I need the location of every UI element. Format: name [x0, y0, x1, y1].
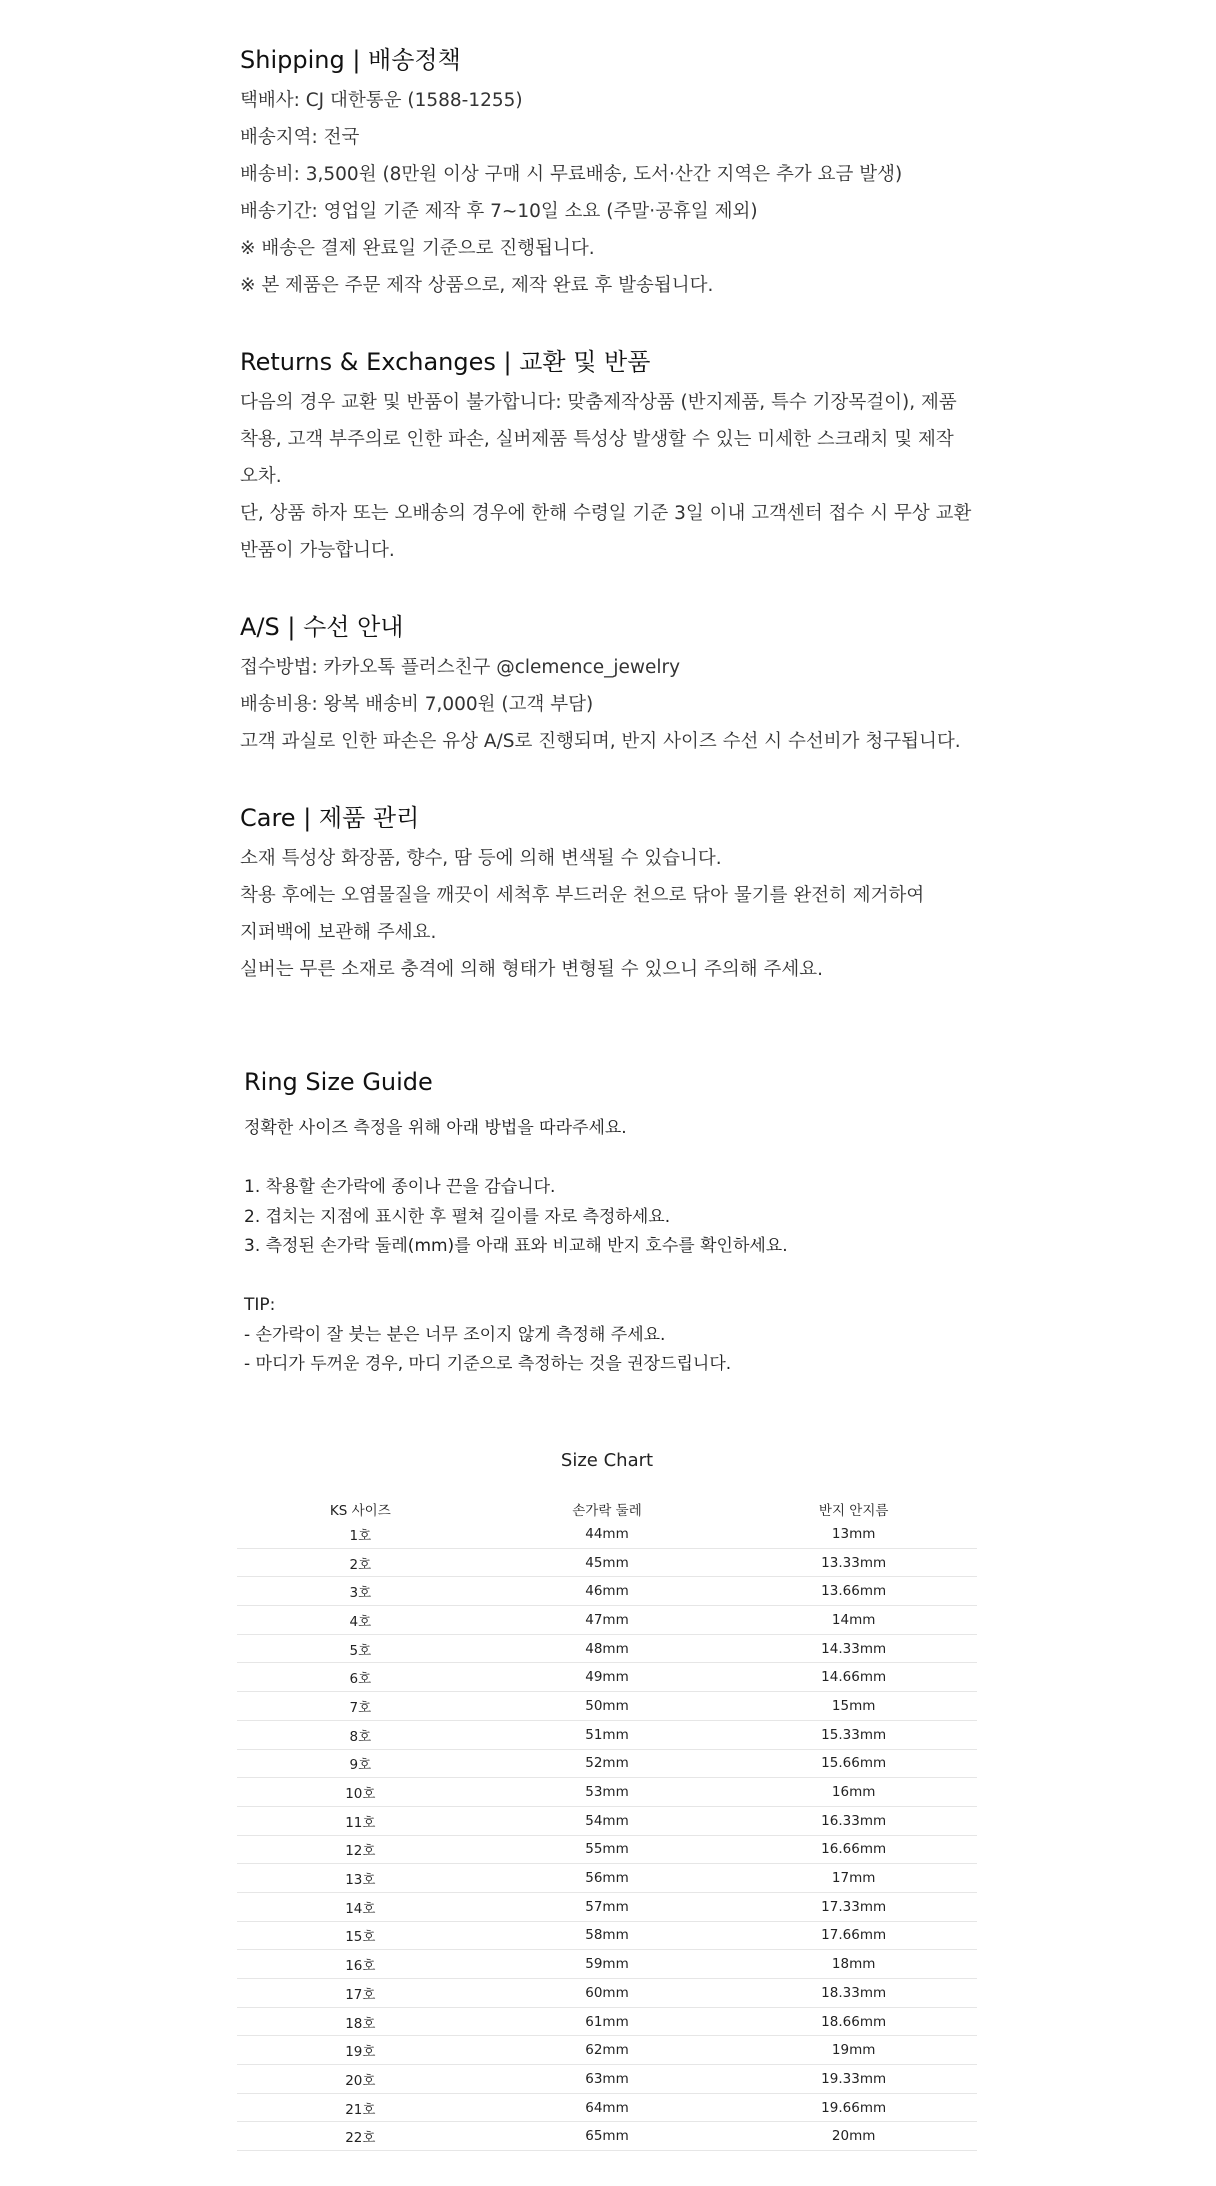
table-row	[237, 2122, 977, 2151]
guide-step: 3. 측정된 손가락 둘레(mm)를 아래 표와 비교해 반지 호수를 확인하세요.	[244, 1236, 788, 1256]
cell-ks-size: 17호	[237, 1979, 484, 2008]
cell-inner-diameter: 13.33mm	[730, 1548, 977, 1577]
table-row	[237, 2007, 977, 2036]
cell-finger-circumference: 55mm	[484, 1835, 731, 1864]
shipping-note: ※ 본 제품은 주문 제작 상품으로, 제작 완료 후 발송됩니다.	[240, 275, 714, 296]
table-row	[237, 1778, 977, 1807]
shipping-period: 배송기간: 영업일 기준 제작 후 7~10일 소요 (주말·공휴일 제외)	[240, 201, 758, 222]
cell-inner-diameter: 15.33mm	[730, 1720, 977, 1749]
cell-finger-circumference: 59mm	[484, 1950, 731, 1979]
as-note: 고객 과실로 인한 파손은 유상 A/S로 진행되며, 반지 사이즈 수선 시 수선비가 청구됩니다.	[240, 731, 961, 752]
cell-finger-circumference: 47mm	[484, 1606, 731, 1635]
cell-finger-circumference: 45mm	[484, 1548, 731, 1577]
cell-finger-circumference: 46mm	[484, 1577, 731, 1606]
table-row	[237, 1577, 977, 1606]
cell-ks-size: 9호	[237, 1749, 484, 1778]
care-section	[240, 800, 1000, 988]
cell-ks-size: 21호	[237, 2093, 484, 2122]
cell-inner-diameter: 13mm	[730, 1520, 977, 1548]
cell-finger-circumference: 49mm	[484, 1663, 731, 1692]
cell-finger-circumference: 57mm	[484, 1892, 731, 1921]
guide-intro: 정확한 사이즈 측정을 위해 아래 방법을 따라주세요.	[244, 1118, 627, 1138]
cell-finger-circumference: 44mm	[484, 1520, 731, 1548]
care-text: 실버는 무른 소재로 충격에 의해 형태가 변형될 수 있으니 주의해 주세요.	[240, 959, 823, 980]
cell-inner-diameter: 17.66mm	[730, 1921, 977, 1950]
table-row	[237, 1720, 977, 1749]
returns-text: 단, 상품 하자 또는 오배송의 경우에 한해 수령일 기준 3일 이내 고객센터 접수 시 무상 교환	[240, 503, 972, 524]
cell-finger-circumference: 54mm	[484, 1806, 731, 1835]
table-row	[237, 1950, 977, 1979]
header-finger-circumference: 손가락 둘레	[572, 1503, 642, 1519]
table-row	[237, 1663, 977, 1692]
cell-ks-size: 16호	[237, 1950, 484, 1979]
cell-finger-circumference: 64mm	[484, 2093, 731, 2122]
care-text: 소재 특성상 화장품, 향수, 땀 등에 의해 변색될 수 있습니다.	[240, 848, 722, 869]
size-table	[237, 1498, 977, 2151]
cell-inner-diameter: 13.66mm	[730, 1577, 977, 1606]
cell-ks-size: 20호	[237, 2065, 484, 2094]
cell-ks-size: 18호	[237, 2007, 484, 2036]
cell-inner-diameter: 17mm	[730, 1864, 977, 1893]
returns-text: 착용, 고객 부주의로 인한 파손, 실버제품 특성상 발생할 수 있는 미세한 스크래치 및 제작	[240, 429, 954, 450]
cell-ks-size: 6호	[237, 1663, 484, 1692]
table-row	[237, 1692, 977, 1721]
cell-ks-size: 5호	[237, 1634, 484, 1663]
guide-step: 2. 겹치는 지점에 표시한 후 펼쳐 길이를 자로 측정하세요.	[244, 1206, 671, 1227]
cell-inner-diameter: 14mm	[730, 1606, 977, 1635]
table-row	[237, 1892, 977, 1921]
cell-inner-diameter: 16mm	[730, 1778, 977, 1807]
cell-ks-size: 14호	[237, 1892, 484, 1921]
as-method: 접수방법: 카카오톡 플러스친구 @clemence_jewelry	[240, 657, 681, 678]
cell-finger-circumference: 56mm	[484, 1864, 731, 1893]
returns-text: 오차.	[240, 466, 282, 487]
header-inner-diameter: 반지 안지름	[818, 1503, 889, 1519]
as-section	[240, 609, 1000, 760]
shipping-region: 배송지역: 전국	[240, 127, 360, 148]
cell-finger-circumference: 65mm	[484, 2122, 731, 2151]
cell-inner-diameter: 19mm	[730, 2036, 977, 2065]
table-row	[237, 2036, 977, 2065]
cell-inner-diameter: 18.66mm	[730, 2007, 977, 2036]
table-row	[237, 2093, 977, 2122]
cell-finger-circumference: 58mm	[484, 1921, 731, 1950]
shipping-note: ※ 배송은 결제 완료일 기준으로 진행됩니다.	[240, 238, 595, 259]
returns-section	[240, 344, 1000, 569]
table-row	[237, 1835, 977, 1864]
cell-ks-size: 2호	[237, 1548, 484, 1577]
cell-ks-size: 12호	[237, 1835, 484, 1864]
cell-finger-circumference: 48mm	[484, 1634, 731, 1663]
returns-text: 다음의 경우 교환 및 반품이 불가합니다: 맞춤제작상품 (반지제품, 특수 기장목걸이), 제품	[240, 392, 957, 413]
cell-inner-diameter: 14.66mm	[730, 1663, 977, 1692]
table-row	[237, 1921, 977, 1950]
cell-inner-diameter: 18.33mm	[730, 1979, 977, 2008]
cell-ks-size: 10호	[237, 1778, 484, 1807]
section-title: Shipping | 배송정책	[240, 46, 461, 74]
table-row	[237, 1979, 977, 2008]
cell-ks-size: 7호	[237, 1692, 484, 1721]
guide-title: Ring Size Guide	[244, 1068, 433, 1096]
table-row	[237, 1806, 977, 1835]
section-title: A/S | 수선 안내	[240, 613, 404, 641]
ring-size-guide	[244, 1064, 984, 1380]
guide-tip: - 마디가 두꺼운 경우, 마디 기준으로 측정하는 것을 권장드립니다.	[244, 1354, 732, 1374]
cell-finger-circumference: 50mm	[484, 1692, 731, 1721]
cell-inner-diameter: 16.33mm	[730, 1806, 977, 1835]
cell-inner-diameter: 19.33mm	[730, 2065, 977, 2094]
cell-finger-circumference: 61mm	[484, 2007, 731, 2036]
policy-content	[240, 42, 1000, 1028]
size-chart	[237, 1446, 977, 2151]
section-title: Care | 제품 관리	[240, 804, 420, 832]
cell-inner-diameter: 17.33mm	[730, 1892, 977, 1921]
cell-ks-size: 4호	[237, 1606, 484, 1635]
section-title: Returns & Exchanges | 교환 및 반품	[240, 348, 651, 376]
cell-ks-size: 19호	[237, 2036, 484, 2065]
guide-tip: - 손가락이 잘 붓는 분은 너무 조이지 않게 측정해 주세요.	[244, 1324, 666, 1345]
cell-inner-diameter: 15mm	[730, 1692, 977, 1721]
shipping-fee: 배송비: 3,500원 (8만원 이상 구매 시 무료배송, 도서·산간 지역은 추가 요금 발생)	[240, 164, 903, 185]
cell-ks-size: 1호	[237, 1520, 484, 1548]
table-header-row	[237, 1498, 977, 1520]
cell-finger-circumference: 63mm	[484, 2065, 731, 2094]
cell-finger-circumference: 52mm	[484, 1749, 731, 1778]
cell-ks-size: 15호	[237, 1921, 484, 1950]
cell-inner-diameter: 18mm	[730, 1950, 977, 1979]
table-row	[237, 1548, 977, 1577]
table-row	[237, 1864, 977, 1893]
shipping-section	[240, 42, 1000, 304]
guide-spacer	[244, 1262, 984, 1292]
cell-ks-size: 13호	[237, 1864, 484, 1893]
care-text: 지퍼백에 보관해 주세요.	[240, 922, 437, 943]
table-row	[237, 1520, 977, 1548]
cell-finger-circumference: 53mm	[484, 1778, 731, 1807]
table-row	[237, 1749, 977, 1778]
shipping-courier: 택배사: CJ 대한통운 (1588-1255)	[240, 90, 523, 111]
cell-finger-circumference: 62mm	[484, 2036, 731, 2065]
table-row	[237, 1606, 977, 1635]
table-row	[237, 2065, 977, 2094]
returns-text: 반품이 가능합니다.	[240, 540, 395, 561]
cell-finger-circumference: 51mm	[484, 1720, 731, 1749]
cell-inner-diameter: 19.66mm	[730, 2093, 977, 2122]
guide-tip-label: TIP:	[244, 1295, 276, 1315]
header-ks-size: KS 사이즈	[329, 1503, 391, 1519]
guide-step: 1. 착용할 손가락에 종이나 끈을 감습니다.	[244, 1177, 556, 1197]
cell-ks-size: 11호	[237, 1806, 484, 1835]
cell-finger-circumference: 60mm	[484, 1979, 731, 2008]
cell-ks-size: 22호	[237, 2122, 484, 2151]
size-table-body	[237, 1520, 977, 2151]
cell-ks-size: 3호	[237, 1577, 484, 1606]
care-text: 착용 후에는 오염물질을 깨끗이 세척후 부드러운 천으로 닦아 물기를 완전히 제거하여	[240, 885, 925, 906]
cell-inner-diameter: 14.33mm	[730, 1634, 977, 1663]
cell-inner-diameter: 15.66mm	[730, 1749, 977, 1778]
cell-inner-diameter: 20mm	[730, 2122, 977, 2151]
cell-ks-size: 8호	[237, 1720, 484, 1749]
table-row	[237, 1634, 977, 1663]
as-cost: 배송비용: 왕복 배송비 7,000원 (고객 부담)	[240, 694, 594, 715]
cell-inner-diameter: 16.66mm	[730, 1835, 977, 1864]
guide-spacer	[244, 1144, 984, 1174]
size-chart-title: Size Chart	[560, 1450, 654, 1471]
